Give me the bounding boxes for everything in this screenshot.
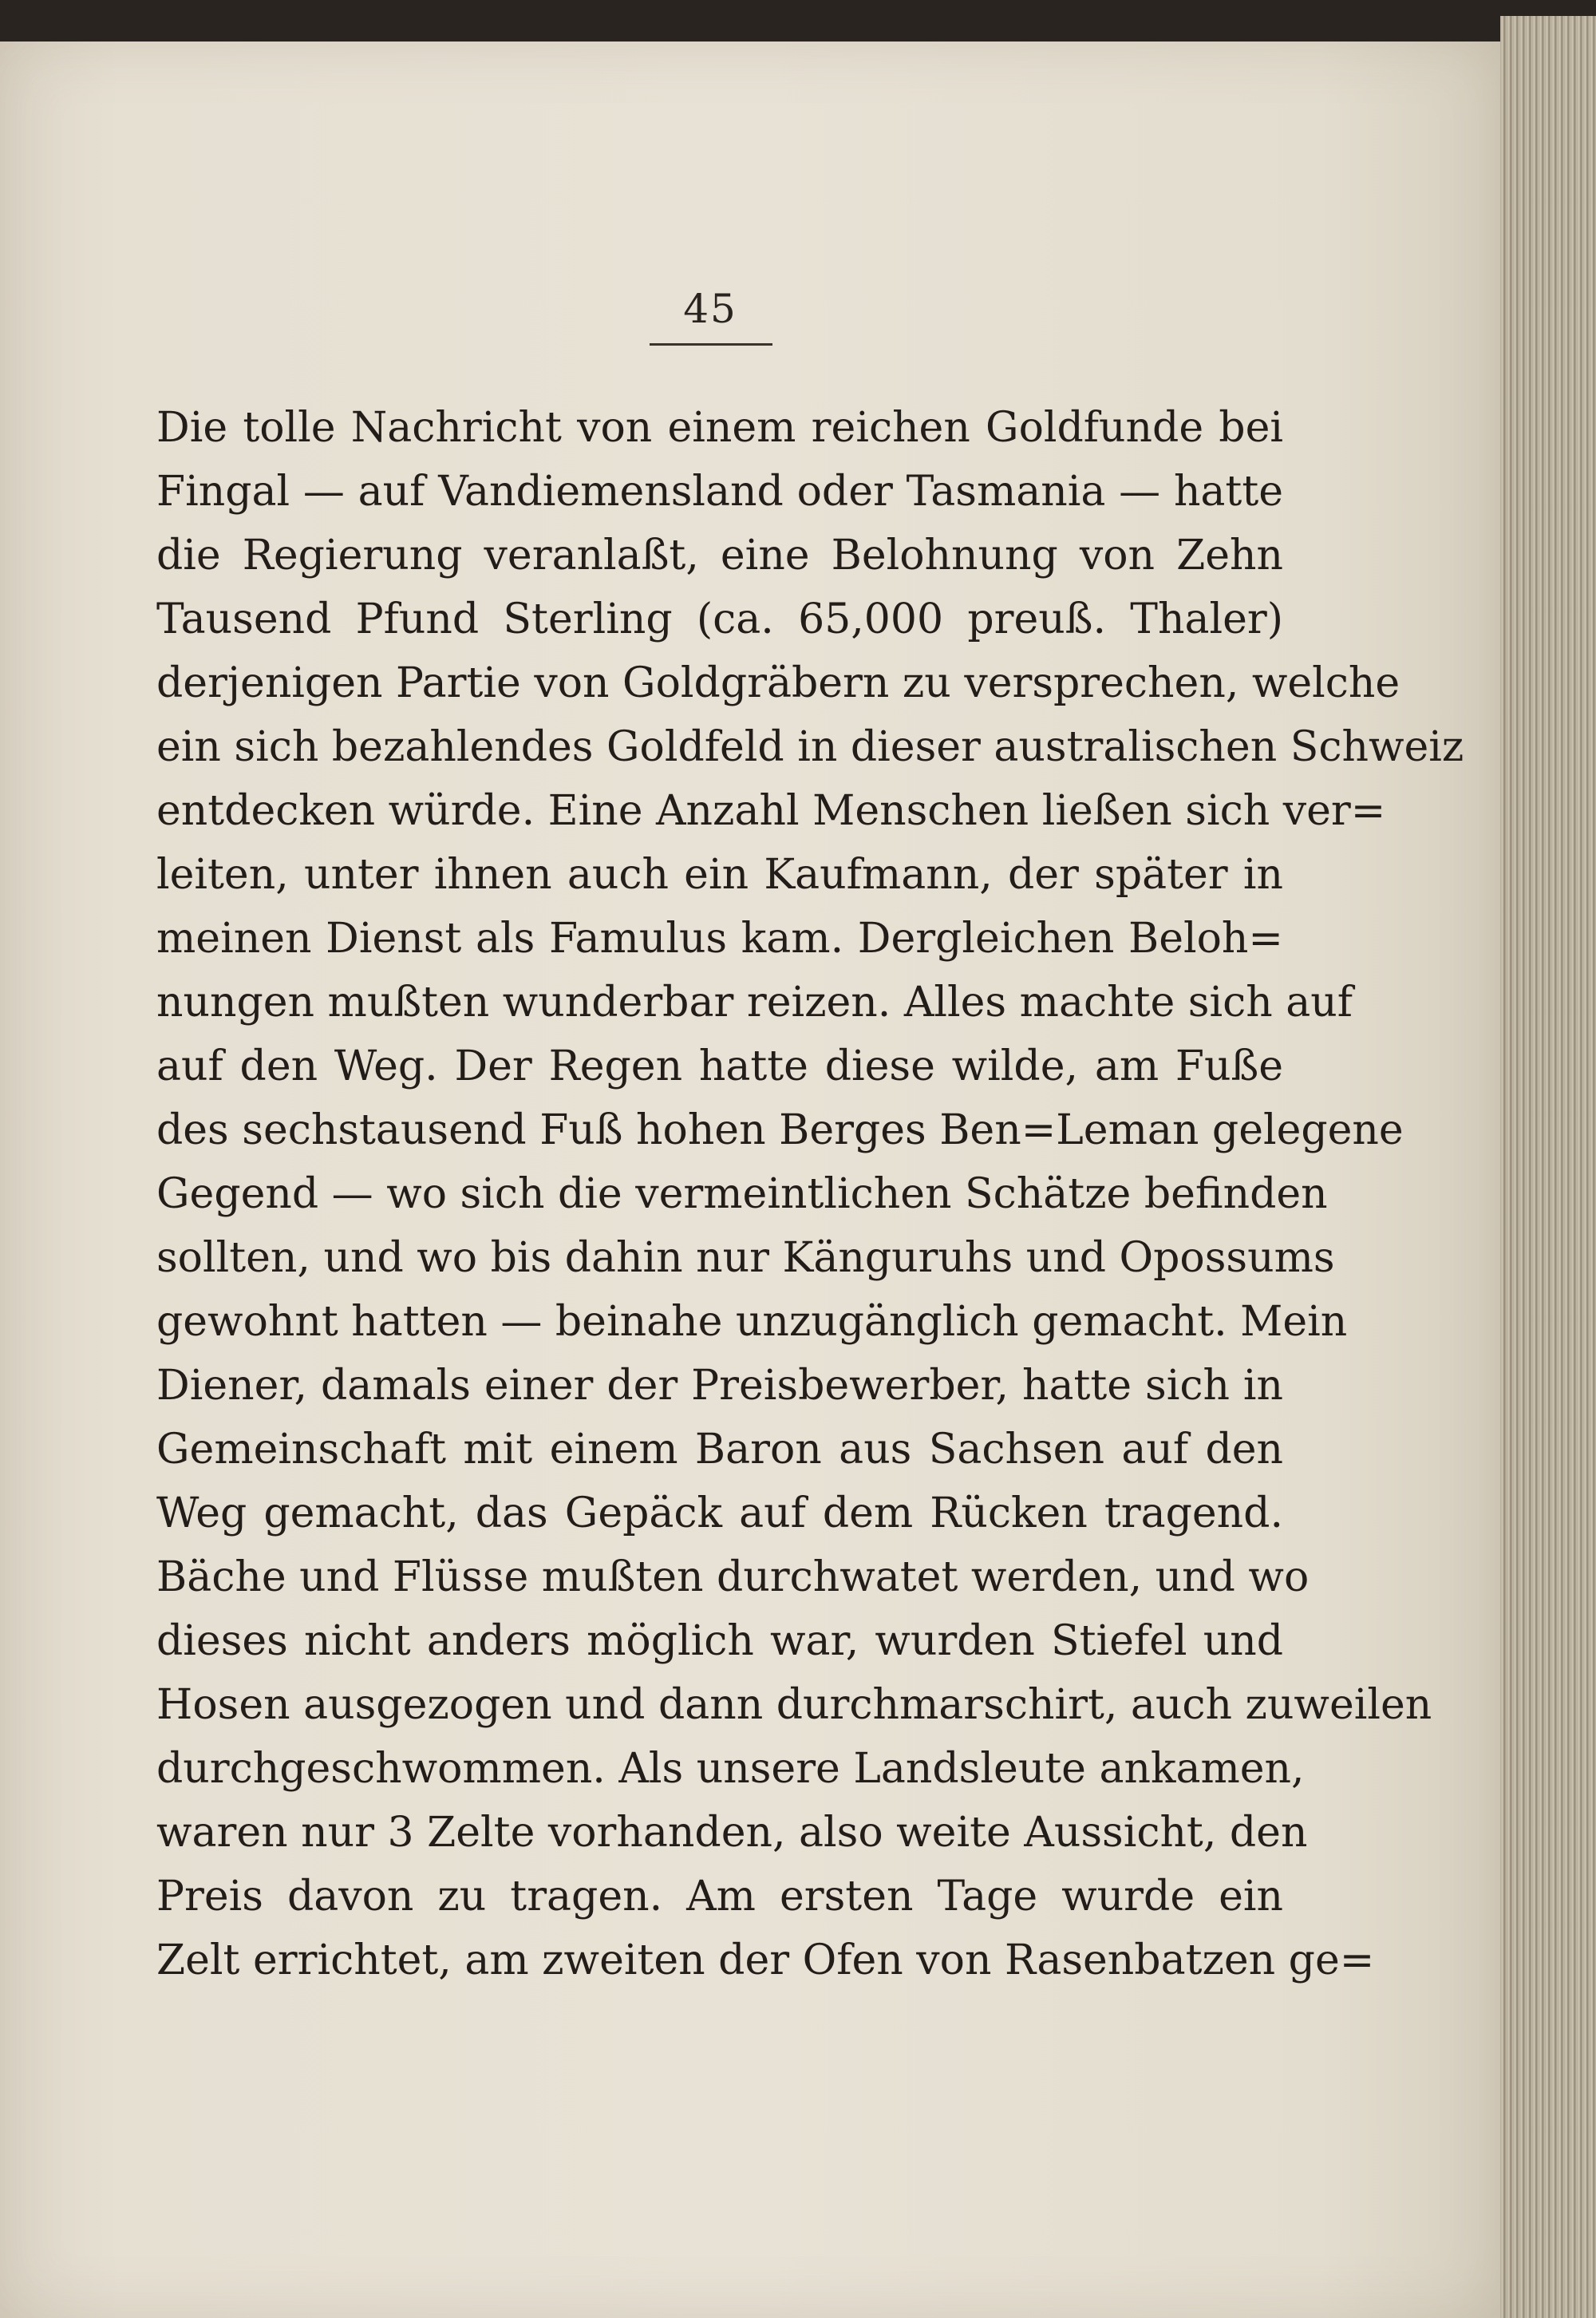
- text-line: Gemeinschaft mit einem Baron aus Sachsen auf den: [156, 1426, 1283, 1473]
- text-line: dieses nicht anders möglich war, wurden Stiefel und: [156, 1617, 1283, 1665]
- text-line: Die tolle Nachricht von einem reichen Goldfunde bei: [156, 404, 1283, 452]
- text-line: waren nur 3 Zelte vorhanden, also weite Aussicht, den: [156, 1809, 1308, 1857]
- text-line: sollten, und wo bis dahin nur Känguruhs und Opossums: [156, 1234, 1335, 1282]
- text-line: leiten, unter ihnen auch ein Kaufmann, der später in: [156, 851, 1283, 899]
- text-line: Diener, damals einer der Preisbewerber, hatte sich in: [156, 1362, 1283, 1410]
- text-line: derjenigen Partie von Goldgräbern zu versprechen, welche: [156, 659, 1400, 707]
- text-line: die Regierung veranlaßt, eine Belohnung von Zehn: [156, 532, 1283, 580]
- text-line: durchgeschwommen. Als unsere Landsleute ankamen,: [156, 1745, 1305, 1793]
- text-line: nungen mußten wunderbar reizen. Alles machte sich auf: [156, 979, 1353, 1026]
- page-edges: [1500, 16, 1596, 2318]
- header-rule: [650, 343, 772, 346]
- text-line: Zelt errichtet, am zweiten der Ofen von Rasenbatzen ge=: [156, 1936, 1375, 1984]
- text-line: gewohnt hatten — beinahe unzugänglich gemacht. Mein: [156, 1298, 1348, 1346]
- text-line: Hosen ausgezogen und dann durchmarschirt, auch zuweilen: [156, 1681, 1432, 1729]
- text-line: ein sich bezahlendes Goldfeld in dieser australischen Schweiz: [156, 723, 1464, 771]
- text-line: meinen Dienst als Famulus kam. Dergleichen Beloh=: [156, 915, 1283, 963]
- text-line: Gegend — wo sich die vermeintlichen Schätze befinden: [156, 1170, 1328, 1218]
- book-cover-edge: [0, 0, 1596, 45]
- text-line: Bäche und Flüsse mußten durchwatet werden, und wo: [156, 1553, 1310, 1601]
- text-line: Preis davon zu tragen. Am ersten Tage wurde ein: [156, 1873, 1283, 1920]
- body-text: [156, 396, 1464, 1992]
- text-line: Tausend Pfund Sterling (ca. 65,000 preuß. Thaler): [156, 595, 1283, 643]
- text-line: Weg gemacht, das Gepäck auf dem Rücken tragend.: [156, 1489, 1283, 1537]
- page-number: 45: [683, 286, 737, 332]
- text-line: des sechstausend Fuß hohen Berges Ben=Leman gelegene: [156, 1106, 1404, 1154]
- text-line: Fingal — auf Vandiemensland oder Tasmania — hatte: [156, 468, 1283, 516]
- text-line: auf den Weg. Der Regen hatte diese wilde, am Fuße: [156, 1042, 1283, 1090]
- text-line: entdecken würde. Eine Anzahl Menschen ließen sich ver=: [156, 787, 1386, 835]
